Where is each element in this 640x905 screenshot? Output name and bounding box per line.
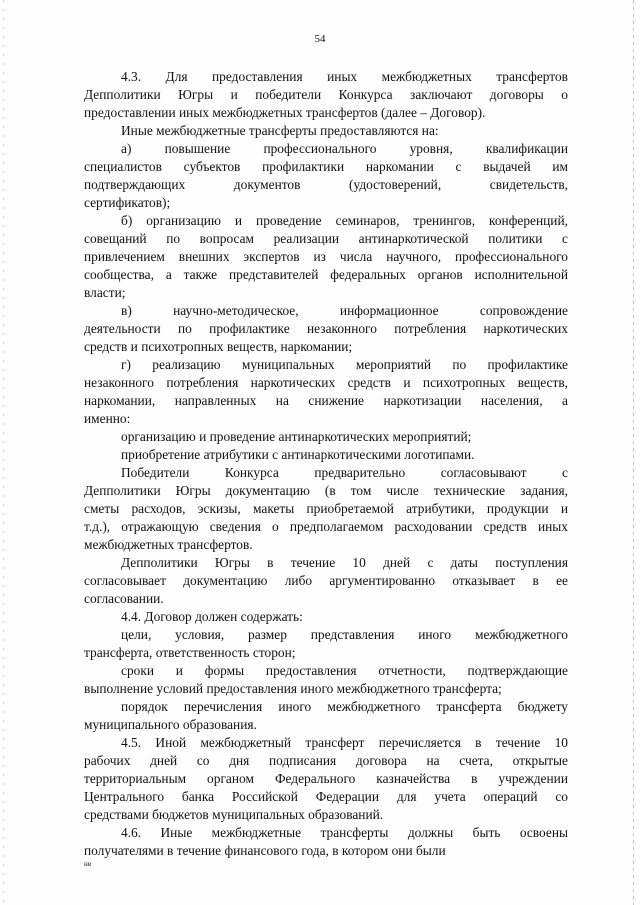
- paragraph: [84, 464, 568, 554]
- text-line: 4.4. Договор должен содержать:: [121, 609, 303, 624]
- text-line: сметы расходов, эскизы, макеты приобретаемой атрибутики, продукции и: [84, 501, 568, 516]
- paragraph: [84, 734, 568, 824]
- text-line: 4.6. Иные межбюджетные трансферты должны быть освоены: [121, 825, 568, 840]
- text-line: Центрального банка Российской Федерации для учета операций со: [84, 789, 568, 804]
- text-line: рабочих дней со дня подписания договора на счета, открытые: [84, 753, 568, 768]
- text-line: согласовании.: [84, 591, 164, 606]
- paragraph: [84, 698, 568, 734]
- text-line: совещаний по вопросам реализации антинаркотической политики с: [84, 231, 568, 246]
- text-line: трансферта, ответственность сторон;: [84, 645, 296, 660]
- scan-edge-left: [3, 0, 4, 905]
- text-line: 4.5. Иной межбюджетный трансферт перечисляется в течение 10: [121, 735, 568, 750]
- text-line: именно:: [84, 411, 131, 426]
- paragraph: [84, 446, 568, 464]
- text-line: сообщества, а также представителей федеральных органов исполнительной: [84, 267, 568, 282]
- text-line: Победители Конкурса предварительно согласовывают с: [121, 465, 568, 480]
- text-line: т.д.), отражающую сведения о предполагаемом расходовании средств иных: [84, 519, 568, 534]
- text-line: муниципального образования.: [84, 717, 257, 732]
- footer-mark: нв: [84, 860, 92, 868]
- text-line: б) организацию и проведение семинаров, тренингов, конференций,: [121, 213, 568, 228]
- text-line: 4.3. Для предоставления иных межбюджетных трансфертов: [121, 69, 568, 84]
- text-line: средств и психотропных веществ, наркомании;: [84, 339, 353, 354]
- page-number: 54: [314, 33, 326, 45]
- text-line: цели, условия, размер представления иного межбюджетного: [121, 627, 568, 642]
- paragraph: [84, 212, 568, 302]
- paragraph: [84, 662, 568, 698]
- text-line: приобретение атрибутики с антинаркотическими логотипами.: [121, 447, 475, 462]
- text-line: согласовывает документацию либо аргументированно отказывает в ее: [84, 573, 568, 588]
- scan-edge-right: [633, 0, 634, 905]
- text-line: Депполитики Югры в течение 10 дней с даты поступления: [121, 555, 568, 570]
- text-line: подтверждающих документов (удостоверений, свидетельств,: [84, 177, 568, 192]
- text-line: средствами бюджетов муниципальных образований.: [84, 807, 384, 822]
- text-line: власти;: [84, 285, 126, 300]
- text-line: порядок перечисления иного межбюджетного трансферта бюджету: [121, 699, 568, 714]
- text-line: предоставлении иных межбюджетных трансфертов (далее – Договор).: [84, 105, 486, 120]
- paragraph: [84, 356, 568, 428]
- text-line: межбюджетных трансфертов.: [84, 537, 253, 552]
- text-line: сроки и формы предоставления отчетности, подтверждающие: [121, 663, 568, 678]
- text-line: Иные межбюджетные трансферты предоставляются на:: [121, 123, 439, 138]
- paragraph: [84, 302, 568, 356]
- text-line: организацию и проведение антинаркотических мероприятий;: [121, 429, 472, 444]
- paragraph: [84, 608, 568, 626]
- text-line: незаконного потребления наркотических средств и психотропных веществ,: [84, 375, 568, 390]
- paragraph: [84, 626, 568, 662]
- paragraph: [84, 824, 568, 860]
- text-line: специалистов субъектов профилактики наркомании с выдачей им: [84, 159, 568, 174]
- document-body: [84, 68, 568, 860]
- text-line: в) научно-методическое, информационное сопровождение: [121, 303, 568, 318]
- text-line: получателями в течение финансового года, в котором они были: [84, 843, 446, 858]
- text-line: деятельности по профилактике незаконного потребления наркотических: [84, 321, 568, 336]
- text-line: сертификатов);: [84, 195, 171, 210]
- paragraph: [84, 554, 568, 608]
- text-line: Депполитики Югры документацию (в том числе технические задания,: [84, 483, 568, 498]
- text-line: а) повышение профессионального уровня, квалификации: [121, 141, 568, 156]
- text-line: г) реализацию муниципальных мероприятий по профилактике: [121, 357, 568, 372]
- text-line: наркомании, направленных на снижение наркотизации населения, а: [84, 393, 568, 408]
- text-line: привлечением внешних экспертов из числа научного, профессионального: [84, 249, 568, 264]
- text-line: территориальным органом Федерального казначейства в учреждении: [84, 771, 568, 786]
- paragraph: [84, 428, 568, 446]
- paragraph: [84, 140, 568, 212]
- text-line: Депполитики Югры и победители Конкурса заключают договоры о: [84, 87, 568, 102]
- text-line: выполнение условий предоставления иного межбюджетного трансферта;: [84, 681, 502, 696]
- paragraph: [84, 122, 568, 140]
- paragraph: [84, 68, 568, 122]
